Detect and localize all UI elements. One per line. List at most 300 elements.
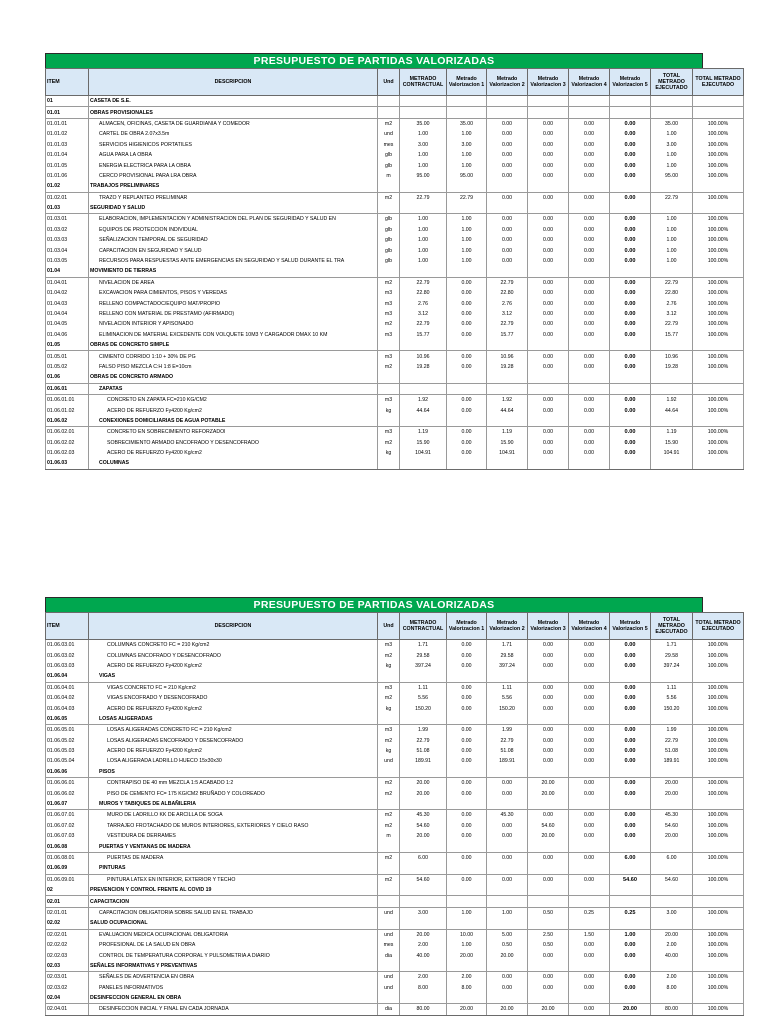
unit-cell: m2 (378, 277, 400, 288)
table-row (46, 288, 744, 298)
item-code: 02.04 (46, 993, 89, 1004)
valorizacion-1-cell: 0.00 (447, 746, 487, 756)
empty-cell (400, 671, 447, 682)
valorizacion-2-cell: 397.24 (487, 661, 528, 671)
empty-cell (569, 671, 610, 682)
valorizacion-4-cell: 0.00 (569, 725, 610, 736)
valorizacion-3-cell: 0.00 (528, 756, 569, 766)
percent-executed-cell: 100.00% (693, 703, 744, 713)
item-code: 01 (46, 96, 89, 107)
valorizacion-2-cell: 1.11 (487, 682, 528, 693)
table-row (46, 129, 744, 139)
empty-cell (610, 340, 651, 351)
empty-cell (400, 416, 447, 427)
col-v1: Metrado Valorizacion 1 (447, 613, 487, 640)
empty-cell (651, 416, 693, 427)
total-executed-cell: 1.92 (651, 394, 693, 405)
item-description: LOSA ALIGERADA LADRILLO HUECO 15x30x30 (89, 756, 378, 766)
valorizacion-5-cell: 0.00 (610, 640, 651, 651)
empty-cell (569, 841, 610, 852)
total-executed-cell: 1.00 (651, 150, 693, 160)
valorizacion-4-cell: 0.00 (569, 235, 610, 245)
valorizacion-1-cell: 20.00 (447, 950, 487, 960)
table-row (46, 841, 744, 852)
percent-executed-cell: 100.00% (693, 160, 744, 170)
item-code: 01.06.04.03 (46, 703, 89, 713)
unit-cell: und (378, 983, 400, 993)
empty-cell (378, 458, 400, 469)
empty-cell (487, 96, 528, 107)
table-row (46, 983, 744, 993)
percent-executed-cell: 100.00% (693, 362, 744, 372)
table-row (46, 799, 744, 810)
valorizacion-2-cell: 22.80 (487, 288, 528, 298)
item-description: MUROS Y TABIQUES DE ALBAÑILERIA (89, 799, 378, 810)
valorizacion-5-cell: 0.00 (610, 693, 651, 703)
item-description: CONTROL DE TEMPERATURA CORPORAL Y PULSOMETRIA A DIARIO (89, 950, 378, 960)
unit-cell: m2 (378, 693, 400, 703)
valorizacion-2-cell: 0.00 (487, 972, 528, 983)
item-description: RELLENO CON MATERIAL DE PRESTAMO (AFIRMADO) (89, 309, 378, 319)
valorizacion-2-cell: 20.00 (487, 950, 528, 960)
table-row (46, 277, 744, 288)
item-description: VIGAS ENCOFRADO Y DESENCOFRADO (89, 693, 378, 703)
valorizacion-4-cell: 0.00 (569, 298, 610, 308)
item-code: 01.06.02 (46, 416, 89, 427)
percent-executed-cell: 100.00% (693, 682, 744, 693)
metrado-cell: 1.00 (400, 225, 447, 235)
empty-cell (651, 993, 693, 1004)
metrado-cell: 35.00 (400, 118, 447, 129)
total-executed-cell: 3.00 (651, 907, 693, 918)
empty-cell (651, 885, 693, 896)
valorizacion-1-cell: 0.00 (447, 394, 487, 405)
valorizacion-2-cell: 0.00 (487, 160, 528, 170)
valorizacion-1-cell: 0.00 (447, 351, 487, 362)
empty-cell (400, 885, 447, 896)
table-row (46, 693, 744, 703)
metrado-cell: 2.00 (400, 940, 447, 950)
valorizacion-5-cell: 0.00 (610, 725, 651, 736)
empty-cell (569, 885, 610, 896)
col-v4: Metrado Valorizacion 4 (569, 613, 610, 640)
unit-cell: m2 (378, 810, 400, 821)
item-description: CONCRETO EN ZAPATA FC=210 KG/CM2 (89, 394, 378, 405)
valorizacion-5-cell: 0.00 (610, 277, 651, 288)
valorizacion-2-cell: 15.90 (487, 438, 528, 448)
col-pct: TOTAL METRADO EJECUTADO (693, 69, 744, 96)
item-code: 01.04.03 (46, 298, 89, 308)
item-description: SERVICIOS HIGIENICOS PORTATILES (89, 140, 378, 150)
metrado-cell: 51.08 (400, 746, 447, 756)
valorizacion-4-cell: 0.00 (569, 1004, 610, 1015)
total-executed-cell: 54.60 (651, 821, 693, 831)
empty-cell (610, 458, 651, 469)
valorizacion-3-cell: 0.00 (528, 950, 569, 960)
item-code: 02.01 (46, 896, 89, 907)
valorizacion-3-cell: 0.00 (528, 682, 569, 693)
valorizacion-3-cell: 20.00 (528, 778, 569, 789)
empty-cell (378, 961, 400, 972)
empty-cell (400, 961, 447, 972)
valorizacion-4-cell: 0.00 (569, 225, 610, 235)
table-row (46, 245, 744, 255)
table-row (46, 972, 744, 983)
percent-executed-cell: 100.00% (693, 298, 744, 308)
percent-executed-cell: 100.00% (693, 693, 744, 703)
empty-cell (528, 340, 569, 351)
table-row (46, 640, 744, 651)
metrado-cell: 20.00 (400, 929, 447, 940)
item-code: 02.03.02 (46, 983, 89, 993)
metrado-cell: 54.60 (400, 874, 447, 885)
empty-cell (447, 416, 487, 427)
sheet-title: PRESUPUESTO DE PARTIDAS VALORIZADAS (45, 53, 703, 68)
percent-executed-cell: 100.00% (693, 225, 744, 235)
empty-cell (528, 96, 569, 107)
item-code: 01.06.05.03 (46, 746, 89, 756)
item-code: 01.06.03.01 (46, 640, 89, 651)
percent-executed-cell: 100.00% (693, 394, 744, 405)
valorizacion-3-cell: 0.00 (528, 703, 569, 713)
valorizacion-3-cell: 0.00 (528, 736, 569, 746)
valorizacion-5-cell: 6.00 (610, 852, 651, 863)
total-executed-cell: 8.00 (651, 983, 693, 993)
percent-executed-cell: 100.00% (693, 736, 744, 746)
total-executed-cell: 5.56 (651, 693, 693, 703)
unit-cell: und (378, 756, 400, 766)
valorizacion-5-cell: 0.00 (610, 810, 651, 821)
item-description: TRABAJOS PRELIMINARES (89, 181, 378, 192)
total-executed-cell: 19.28 (651, 362, 693, 372)
empty-cell (569, 383, 610, 394)
valorizacion-5-cell: 0.00 (610, 362, 651, 372)
valorizacion-4-cell: 0.00 (569, 309, 610, 319)
table-row (46, 458, 744, 469)
total-executed-cell: 2.00 (651, 940, 693, 950)
empty-cell (569, 181, 610, 192)
valorizacion-5-cell: 0.00 (610, 394, 651, 405)
unit-cell: glb (378, 225, 400, 235)
total-executed-cell: 20.00 (651, 831, 693, 841)
item-code: 01.05.01 (46, 351, 89, 362)
valorizacion-3-cell: 0.00 (528, 140, 569, 150)
empty-cell (610, 181, 651, 192)
total-executed-cell: 3.00 (651, 140, 693, 150)
valorizacion-5-cell: 0.00 (610, 330, 651, 340)
unit-cell: kg (378, 405, 400, 415)
valorizacion-2-cell: 15.77 (487, 330, 528, 340)
table-row (46, 438, 744, 448)
metrado-cell: 54.60 (400, 821, 447, 831)
table-row (46, 405, 744, 415)
empty-cell (400, 458, 447, 469)
empty-cell (378, 340, 400, 351)
empty-cell (610, 714, 651, 725)
empty-cell (400, 714, 447, 725)
item-description: LOSAS ALIGERADAS (89, 714, 378, 725)
empty-cell (610, 885, 651, 896)
empty-cell (693, 993, 744, 1004)
empty-cell (651, 841, 693, 852)
empty-cell (378, 203, 400, 214)
unit-cell: m3 (378, 288, 400, 298)
valorizacion-1-cell: 0.00 (447, 682, 487, 693)
valorizacion-1-cell: 1.00 (447, 235, 487, 245)
metrado-cell: 1.99 (400, 725, 447, 736)
item-code: 02.01.01 (46, 907, 89, 918)
table-row (46, 448, 744, 458)
item-description: SALUD OCUPACIONAL (89, 918, 378, 929)
valorizacion-1-cell: 0.00 (447, 874, 487, 885)
item-code: 01.03 (46, 203, 89, 214)
valorizacion-2-cell: 0.00 (487, 192, 528, 203)
empty-cell (693, 885, 744, 896)
valorizacion-4-cell: 0.00 (569, 150, 610, 160)
valorizacion-1-cell: 1.00 (447, 214, 487, 225)
unit-cell: m3 (378, 725, 400, 736)
item-description: ACERO DE REFUERZO Fy4200 Kg/cm2 (89, 661, 378, 671)
item-description: ACERO DE REFUERZO Fy4200 Kg/cm2 (89, 448, 378, 458)
total-executed-cell: 35.00 (651, 118, 693, 129)
empty-cell (400, 918, 447, 929)
item-code: 01.06.04.01 (46, 682, 89, 693)
percent-executed-cell: 100.00% (693, 235, 744, 245)
valorizacion-5-cell: 0.00 (610, 821, 651, 831)
empty-cell (610, 863, 651, 874)
empty-cell (487, 799, 528, 810)
unit-cell: m2 (378, 778, 400, 789)
item-description: PISO DE CEMENTO FC= 175 KG/CM2 BRUÑADO Y COLOREADO (89, 788, 378, 798)
valorizacion-4-cell: 0.00 (569, 940, 610, 950)
metrado-cell: 1.19 (400, 427, 447, 438)
valorizacion-2-cell: 0.00 (487, 140, 528, 150)
unit-cell: m2 (378, 118, 400, 129)
valorizacion-5-cell: 0.00 (610, 405, 651, 415)
valorizacion-3-cell: 0.00 (528, 427, 569, 438)
empty-cell (487, 340, 528, 351)
valorizacion-4-cell: 0.00 (569, 256, 610, 266)
percent-executed-cell: 100.00% (693, 288, 744, 298)
valorizacion-2-cell: 29.58 (487, 650, 528, 660)
item-description: ACERO DE REFUERZO Fy4200 Kg/cm2 (89, 746, 378, 756)
valorizacion-5-cell: 0.00 (610, 682, 651, 693)
item-code: 01.04.02 (46, 288, 89, 298)
total-executed-cell: 1.00 (651, 235, 693, 245)
table-row (46, 821, 744, 831)
valorizacion-3-cell: 0.00 (528, 330, 569, 340)
item-code: 01.05.02 (46, 362, 89, 372)
empty-cell (651, 372, 693, 383)
empty-cell (651, 671, 693, 682)
valorizacion-3-cell: 0.00 (528, 129, 569, 139)
total-executed-cell: 29.58 (651, 650, 693, 660)
item-description: PREVENCION Y CONTROL FRENTE AL COVID 19 (89, 885, 378, 896)
empty-cell (447, 383, 487, 394)
valorizacion-2-cell: 1.71 (487, 640, 528, 651)
empty-cell (528, 993, 569, 1004)
item-code: 01.06.04 (46, 671, 89, 682)
empty-cell (378, 714, 400, 725)
item-code: 01.06.05.04 (46, 756, 89, 766)
empty-cell (569, 266, 610, 277)
percent-executed-cell: 100.00% (693, 129, 744, 139)
empty-cell (447, 203, 487, 214)
valorizacion-1-cell: 10.00 (447, 929, 487, 940)
valorizacion-5-cell: 0.00 (610, 448, 651, 458)
item-code: 02.02.01 (46, 929, 89, 940)
valorizacion-4-cell: 0.00 (569, 277, 610, 288)
empty-cell (400, 799, 447, 810)
table-row (46, 140, 744, 150)
empty-cell (487, 383, 528, 394)
empty-cell (693, 799, 744, 810)
table-row (46, 319, 744, 329)
valorizacion-1-cell: 0.00 (447, 288, 487, 298)
valorizacion-4-cell: 0.00 (569, 983, 610, 993)
valorizacion-4-cell: 0.00 (569, 778, 610, 789)
unit-cell: m2 (378, 736, 400, 746)
table-row (46, 778, 744, 789)
empty-cell (528, 885, 569, 896)
percent-executed-cell: 100.00% (693, 640, 744, 651)
total-executed-cell: 1.00 (651, 129, 693, 139)
table-row (46, 767, 744, 778)
metrado-cell: 104.91 (400, 448, 447, 458)
item-description: CONCRETO EN SOBRECIMIENTO REFORZADOl (89, 427, 378, 438)
item-description: RELLENO COMPACTADOC/EQUIPO MAT/PROPIO (89, 298, 378, 308)
unit-cell: und (378, 907, 400, 918)
valorizacion-1-cell: 0.00 (447, 756, 487, 766)
empty-cell (610, 961, 651, 972)
empty-cell (610, 841, 651, 852)
empty-cell (610, 203, 651, 214)
percent-executed-cell: 100.00% (693, 330, 744, 340)
metrado-cell: 20.00 (400, 788, 447, 798)
valorizacion-5-cell: 0.00 (610, 298, 651, 308)
empty-cell (487, 918, 528, 929)
unit-cell: dia (378, 1004, 400, 1015)
item-code: 01.06.08.01 (46, 852, 89, 863)
percent-executed-cell: 100.00% (693, 309, 744, 319)
valorizacion-2-cell: 0.00 (487, 778, 528, 789)
valorizacion-3-cell: 0.00 (528, 448, 569, 458)
empty-cell (400, 372, 447, 383)
item-description: ZAPATAS (89, 383, 378, 394)
section-row (46, 885, 744, 896)
valorizacion-1-cell: 1.00 (447, 129, 487, 139)
empty-cell (400, 863, 447, 874)
valorizacion-1-cell: 1.00 (447, 160, 487, 170)
empty-cell (528, 383, 569, 394)
empty-cell (378, 416, 400, 427)
unit-cell: glb (378, 235, 400, 245)
valorizacion-4-cell: 0.00 (569, 972, 610, 983)
unit-cell: glb (378, 214, 400, 225)
valorizacion-5-cell: 0.00 (610, 245, 651, 255)
valorizacion-3-cell: 0.00 (528, 150, 569, 160)
item-description: NIVELACION INTERIOR Y APISONADO (89, 319, 378, 329)
unit-cell: mes (378, 940, 400, 950)
unit-cell: m3 (378, 298, 400, 308)
item-code: 01.01.03 (46, 140, 89, 150)
col-desc: DESCRIPCION (89, 69, 378, 96)
item-code: 01.06.05.01 (46, 725, 89, 736)
empty-cell (378, 918, 400, 929)
item-description: SEÑALIZACION TEMPORAL DE SEGURIDAD (89, 235, 378, 245)
valorizacion-5-cell: 0.00 (610, 225, 651, 235)
metrado-cell: 2.00 (400, 972, 447, 983)
valorizacion-5-cell: 0.00 (610, 288, 651, 298)
unit-cell: m3 (378, 330, 400, 340)
valorizacion-4-cell: 0.00 (569, 438, 610, 448)
total-executed-cell: 2.00 (651, 972, 693, 983)
item-code: 01.06.09 (46, 863, 89, 874)
table-header (46, 613, 744, 640)
item-code: 02.03.01 (46, 972, 89, 983)
valorizacion-4-cell: 0.00 (569, 351, 610, 362)
total-executed-cell: 1.00 (651, 225, 693, 235)
item-code: 01.06.04.02 (46, 693, 89, 703)
empty-cell (447, 961, 487, 972)
percent-executed-cell: 100.00% (693, 427, 744, 438)
empty-cell (447, 885, 487, 896)
unit-cell: m2 (378, 192, 400, 203)
empty-cell (378, 96, 400, 107)
table-row (46, 330, 744, 340)
empty-cell (693, 714, 744, 725)
valorizacion-1-cell: 0.00 (447, 831, 487, 841)
metrado-cell: 3.12 (400, 309, 447, 319)
empty-cell (693, 96, 744, 107)
empty-cell (528, 372, 569, 383)
valorizacion-3-cell: 0.00 (528, 171, 569, 181)
col-total: TOTAL METRADO EJECUTADO (651, 69, 693, 96)
percent-executed-cell: 100.00% (693, 831, 744, 841)
unit-cell: und (378, 129, 400, 139)
table-row (46, 788, 744, 798)
empty-cell (610, 896, 651, 907)
valorizacion-2-cell: 0.00 (487, 788, 528, 798)
empty-cell (651, 799, 693, 810)
item-code: 01.06.09.01 (46, 874, 89, 885)
metrado-cell: 1.00 (400, 245, 447, 255)
valorizacion-4-cell: 0.25 (569, 907, 610, 918)
valorizacion-5-cell: 0.00 (610, 214, 651, 225)
empty-cell (693, 416, 744, 427)
table-row (46, 225, 744, 235)
item-description: DESINFECCION GENERAL EN OBRA (89, 993, 378, 1004)
percent-executed-cell: 100.00% (693, 650, 744, 660)
total-executed-cell: 1.00 (651, 256, 693, 266)
empty-cell (447, 340, 487, 351)
valorizacion-1-cell: 0.00 (447, 852, 487, 863)
metrado-cell: 1.92 (400, 394, 447, 405)
item-description: PANELES INFORMATIVOS (89, 983, 378, 993)
valorizacion-4-cell: 0.00 (569, 693, 610, 703)
valorizacion-5-cell: 0.00 (610, 160, 651, 170)
table-header (46, 69, 744, 96)
percent-executed-cell: 100.00% (693, 448, 744, 458)
percent-executed-cell: 100.00% (693, 756, 744, 766)
valorizacion-4-cell: 0.00 (569, 736, 610, 746)
item-description: SEÑALES INFORMATIVAS Y PREVENTIVAS (89, 961, 378, 972)
valorizacion-4-cell: 0.00 (569, 319, 610, 329)
empty-cell (569, 107, 610, 118)
item-code: 01.03.04 (46, 245, 89, 255)
valorizacion-5-cell: 20.00 (610, 1004, 651, 1015)
percent-executed-cell: 100.00% (693, 972, 744, 983)
